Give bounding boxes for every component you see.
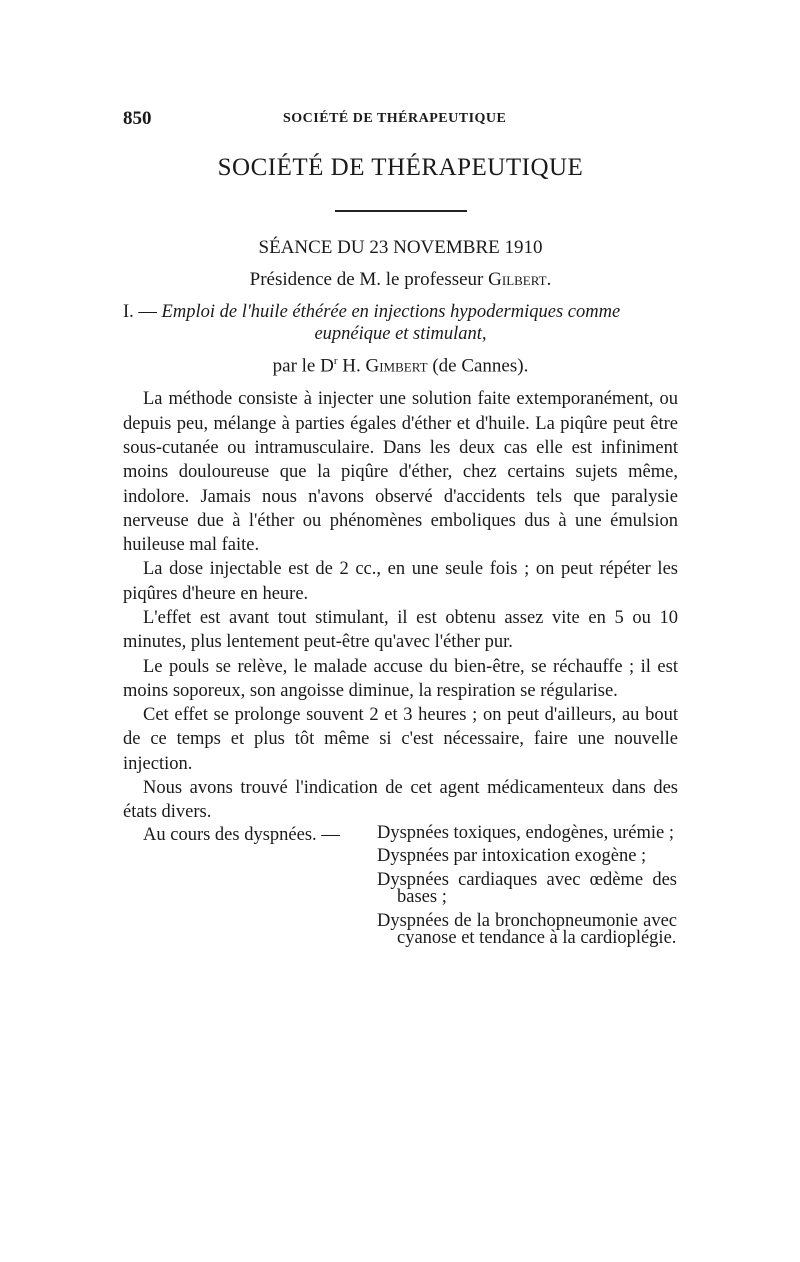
paragraph: Nous avons trouvé l'indication de cet agent médicamenteux dans des états divers. <box>123 778 678 823</box>
session-heading: SÉANCE DU 23 NOVEMBRE 1910 <box>258 237 543 258</box>
presidency-prefix: Présidence de M. le professeur <box>249 269 484 290</box>
author-line <box>123 355 678 377</box>
paragraph: La méthode consiste à injecter une solution faite extemporanément, ou depuis peu, mélange à parties égales d'éther et d'huile. La piqûre peut être sous-cutanée ou intramusculaire. Dans les deux cas elle est infiniment moins douloureuse que la piqûre d'éther, chez certains sujets même, indolore. Jamais nous n'avons observé d'accidents tels que paralysie nerveuse due à l'éther ou phénomènes emboliques dus à une émulsion huileuse mal faite. <box>123 389 678 556</box>
author-prefix: par le D <box>272 355 334 377</box>
section-title: SOCIÉTÉ DE THÉRAPEUTIQUE <box>217 154 584 181</box>
author-suffix: (de Cannes). <box>432 355 529 377</box>
article-number: I. — <box>123 302 157 322</box>
page-number: 850 <box>123 108 152 129</box>
author-name: Gimbert <box>365 355 428 377</box>
title-divider <box>335 210 467 212</box>
list-item: Dyspnées par intoxication exogène ; <box>377 846 647 867</box>
presidency-line <box>123 269 678 291</box>
president-name: Gilbert. <box>488 269 552 290</box>
author-title-sup: r <box>333 355 338 367</box>
list-item: Dyspnées cardiaques avec œdème des bases ; <box>377 869 677 908</box>
dyspnea-lead: Au cours des dyspnées. — <box>143 824 340 845</box>
article-title <box>123 301 678 345</box>
list-item: Dyspnées toxiques, endogènes, urémie ; <box>377 822 674 843</box>
paragraph: L'effet est avant tout stimulant, il est obtenu assez vite en 5 ou 10 minutes, plus lentement peut-être qu'avec l'éther pur. <box>123 608 678 653</box>
article-title-text-2: eupnéique et stimulant, <box>314 324 487 344</box>
article-title-text-1: Emploi de l'huile éthérée en injections hypodermiques comme <box>161 302 621 322</box>
author-initial: H. <box>342 355 361 377</box>
article-title-line-2 <box>123 323 678 345</box>
running-title: SOCIÉTÉ DE THÉRAPEUTIQUE <box>283 111 507 126</box>
dyspnea-list-block <box>123 822 678 1025</box>
dyspnea-list <box>377 822 677 954</box>
list-item: Dyspnées de la bronchopneumonie avec cyanose et tendance à la cardioplégie. <box>377 910 677 949</box>
article-title-line-1 <box>123 301 678 323</box>
paragraph: La dose injectable est de 2 cc., en une seule fois ; on peut répéter les piqûres d'heure en heure. <box>123 559 678 604</box>
paragraph: Le pouls se relève, le malade accuse du bien-être, se réchauffe ; il est moins soporeux, son angoisse diminue, la respiration se régularise. <box>123 656 678 701</box>
paragraph: Cet effet se prolonge souvent 2 et 3 heures ; on peut d'ailleurs, au bout de ce temps et plus tôt même si c'est nécessaire, faire une nouvelle injection. <box>123 705 678 774</box>
book-page <box>123 108 678 1025</box>
running-head <box>123 108 678 134</box>
